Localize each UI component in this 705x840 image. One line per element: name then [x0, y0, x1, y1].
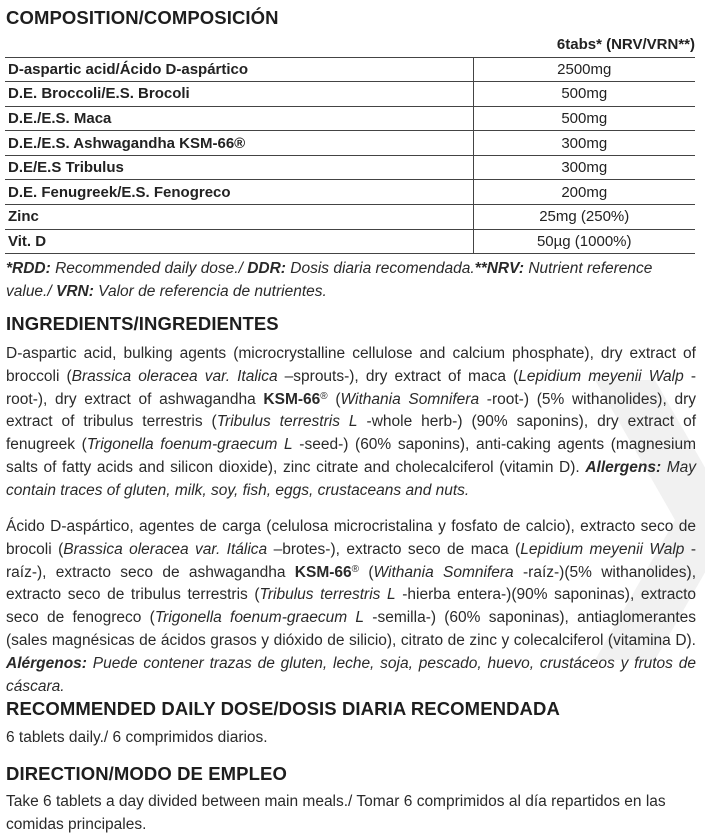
registered-mark: ® — [320, 390, 328, 402]
composition-row — [5, 131, 695, 156]
text-run: -semilla-) (60% saponinas), antiaglomerantes (sales magnésicas de ácidos grasos y dióxido de silicio), citrato de zinc y colecalciferol (vitamina D). — [6, 609, 696, 649]
ingredient-amount: 500mg — [473, 82, 695, 107]
ingredient-amount: 200mg — [473, 180, 695, 205]
text-run: -hierba entera-)(90% saponinas), extracto seco de fenogreco ( — [6, 586, 697, 627]
composition-table — [5, 32, 695, 254]
ingredient-name: D.E. Fenugreek/E.S. Fenogreco — [5, 180, 473, 205]
composition-row — [5, 229, 695, 254]
nrv-label: **NRV: — [474, 260, 525, 277]
ingredient-amount: 25mg (250%) — [473, 205, 695, 230]
ddr-label: DDR: — [247, 260, 286, 277]
composition-row — [5, 205, 695, 230]
vrn-label: VRN: — [55, 282, 94, 300]
latin-name: Tribulus terrestris L — [259, 586, 396, 604]
ingredient-amount: 300mg — [473, 155, 695, 180]
ddr-text: Dosis diaria recomendada. — [285, 260, 475, 277]
composition-row — [5, 57, 695, 82]
composition-title: COMPOSITION/COMPOSICIÓN — [6, 7, 279, 28]
allergens-label: Alérgenos: — [6, 654, 87, 672]
ingredients-title: INGREDIENTS/INGREDIENTES — [6, 313, 279, 334]
composition-header-row — [5, 32, 695, 57]
latin-name: Lepidium meyenii Walp — [518, 367, 684, 385]
text-run: ( — [327, 390, 341, 408]
vrn-text: Valor de referencia de nutrientes. — [93, 282, 327, 300]
latin-name: Lepidium meyenii Walp — [520, 540, 685, 558]
composition-row — [5, 82, 695, 107]
latin-name: Withania Somnifera — [340, 390, 480, 408]
ingredient-amount: 2500mg — [473, 57, 695, 82]
ingredient-amount: 50µg (1000%) — [473, 229, 695, 254]
rdd-label: *RDD: — [6, 260, 51, 277]
ingredient-name: D.E/E.S Tribulus — [5, 155, 473, 180]
allergens-text: Puede contener trazas de gluten, leche, soja, pescado, huevo, crustáceos y frutos de cáscara. — [6, 654, 696, 695]
latin-name: Trigonella foenum-graecum L — [154, 609, 365, 627]
latin-name: Withania Somnifera — [373, 563, 514, 581]
composition-row — [5, 155, 695, 180]
allergens-text: May contain traces of gluten, milk, soy, fish, eggs, crustaceans and nuts. — [6, 458, 697, 499]
text-run: -raíz-)(5% withanolides), extracto seco de tribulus terrestris ( — [6, 563, 696, 604]
text-run: -whole herb-) (90% saponins), dry extract of fenugreek ( — [6, 413, 697, 454]
ingredients-spanish — [6, 516, 696, 698]
ksm66-trademark: KSM-66 — [263, 390, 321, 408]
latin-name: Brassica oleracea var. Itálica — [63, 540, 268, 558]
text-run: ( — [359, 563, 374, 581]
latin-name: Brassica oleracea var. Italica — [71, 367, 278, 385]
text-run: -root-) (5% withanolides), dry extract of tribulus terrestris ( — [6, 390, 697, 431]
composition-row — [5, 180, 695, 205]
direction-text: Take 6 tablets a day divided between main meals./ Tomar 6 comprimidos al día repartidos en las comidas principales. — [6, 793, 666, 833]
composition-column-header: 6tabs* (NRV/VRN**) — [473, 32, 695, 57]
allergens-label: Allergens: — [585, 458, 662, 476]
ingredient-amount: 500mg — [473, 106, 695, 131]
dose-title: RECOMMENDED DAILY DOSE/DOSIS DIARIA RECOMENDADA — [6, 698, 560, 719]
composition-footnote — [6, 258, 696, 304]
rdd-text: Recommended daily dose./ — [50, 260, 248, 277]
composition-row — [5, 106, 695, 131]
ingredient-name: D-aspartic acid/Ácido D-aspártico — [5, 57, 473, 82]
ingredient-amount: 300mg — [473, 131, 695, 156]
ingredient-name: D.E./E.S. Maca — [5, 106, 473, 131]
text-run: –brotes-), extracto seco de maca ( — [267, 540, 521, 558]
text-run: –sprouts-), dry extract of maca ( — [277, 367, 519, 385]
text-run: -raíz-), extracto seco de ashwagandha — [6, 540, 696, 581]
ingredient-name: D.E./E.S. Ashwagandha KSM-66® — [5, 131, 473, 156]
ingredient-name: D.E. Broccoli/E.S. Brocoli — [5, 82, 473, 107]
nrv-text: Nutrient reference value./ — [6, 260, 653, 300]
ingredients-english — [6, 343, 696, 503]
ksm66-trademark: KSM-66 — [294, 563, 352, 581]
dose-text: 6 tablets daily./ 6 comprimidos diarios. — [6, 729, 268, 746]
text-run: Ácido D-aspártico, agentes de carga (celulosa microcristalina y fosfato de calcio), extracto seco de brocoli ( — [6, 518, 696, 558]
text-run: -root-), dry extract of ashwagandha — [6, 367, 696, 408]
registered-mark: ® — [351, 563, 360, 575]
latin-name: Tribulus terrestris L — [216, 413, 358, 431]
text-run: -seed-) (60% saponins), anti-caking agents (magnesium salts of fatty acids and silicon dioxide), zinc citrate and cholecalciferol (vitamin D). — [6, 436, 696, 476]
ingredient-name: Zinc — [5, 205, 473, 230]
latin-name: Trigonella foenum-graecum L — [86, 436, 293, 454]
text-run: D-aspartic acid, bulking agents (microcrystalline cellulose and calcium phosphate), dry extract of broccoli ( — [6, 345, 696, 385]
direction-title: DIRECTION/MODO DE EMPLEO — [6, 763, 287, 784]
ingredient-name: Vit. D — [5, 229, 473, 254]
